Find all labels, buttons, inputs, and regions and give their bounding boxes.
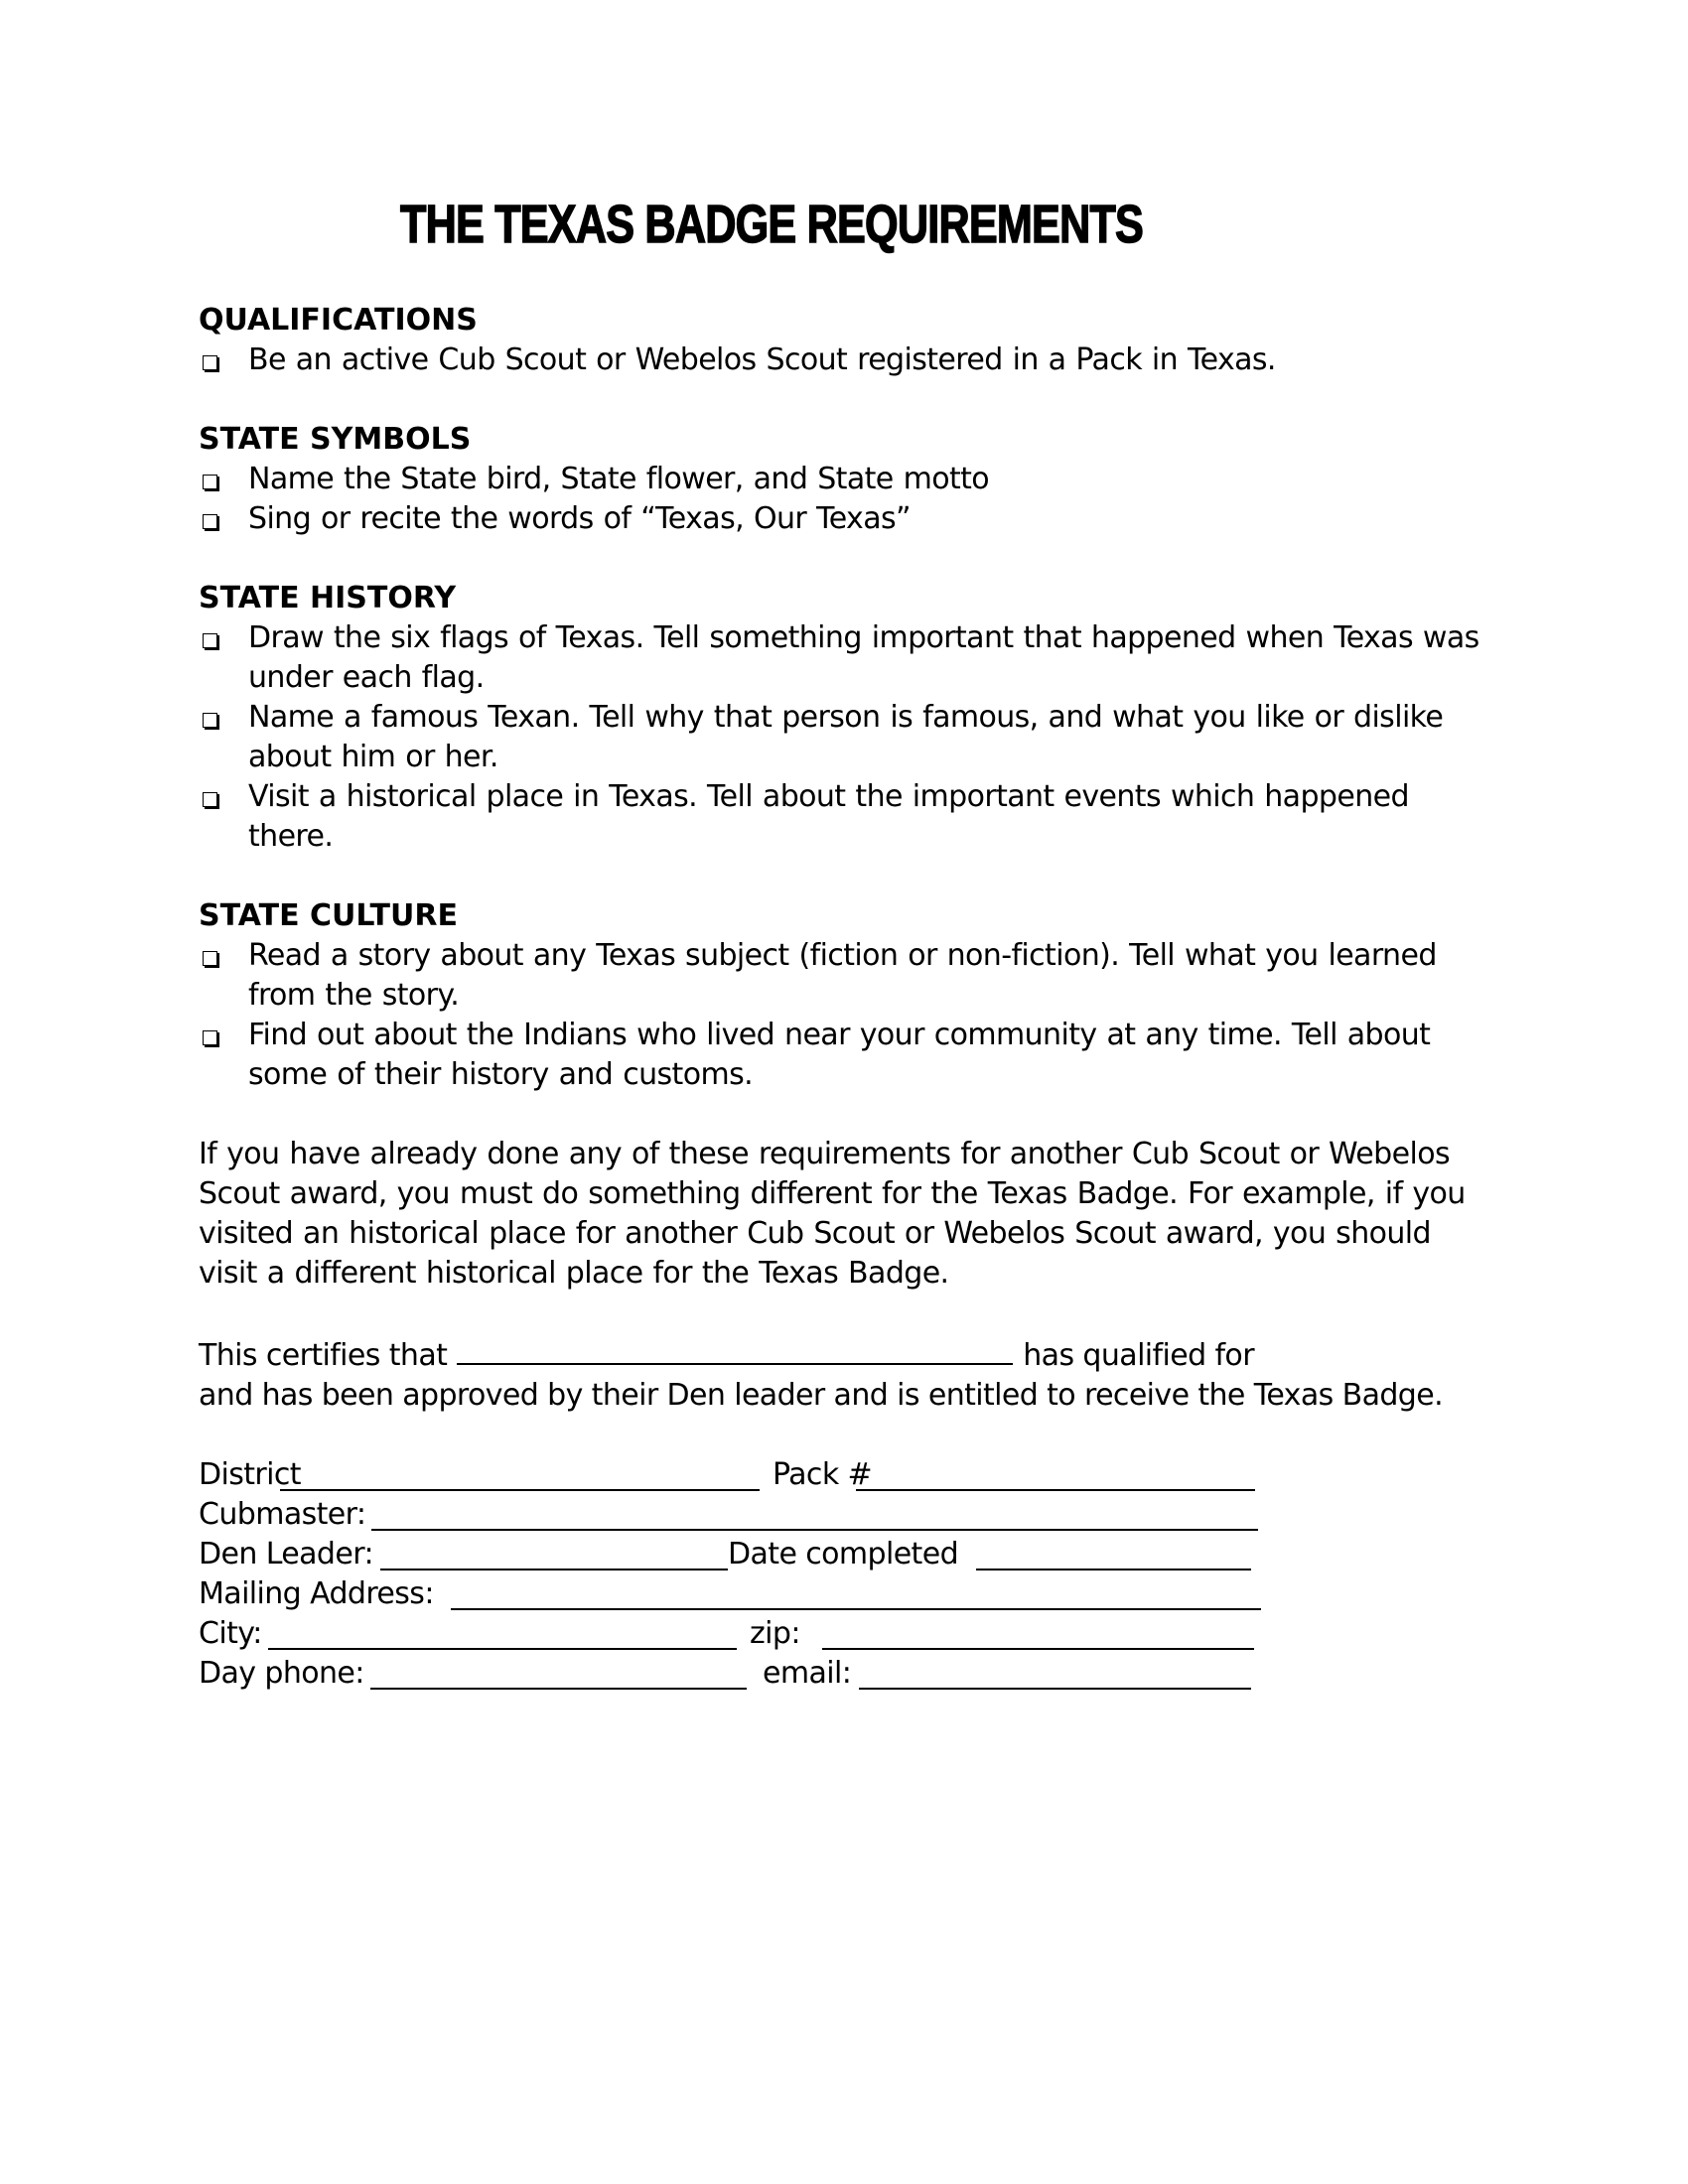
certification-statement bbox=[199, 1333, 1489, 1416]
duplicate-requirements-note: If you have already done any of these requirements for another Cub Scout or Webelos Scout award, you must do something different for the Texas Badge. For example, if you visited an historical place for another Cub Scout or Webelos Scout award, you should visit a different historical place for the Texas Badge. bbox=[199, 1137, 1466, 1291]
requirement-text: Be an active Cub Scout or Webelos Scout registered in a Pack in Texas. bbox=[248, 342, 1276, 377]
pack-label: Pack # bbox=[773, 1457, 873, 1492]
requirement-list bbox=[199, 936, 1489, 1095]
day-phone-label: Day phone: bbox=[199, 1656, 364, 1691]
section-state-symbols bbox=[199, 420, 1489, 539]
section-heading: STATE SYMBOLS bbox=[199, 422, 472, 457]
requirement-item bbox=[199, 499, 1489, 539]
requirement-list bbox=[199, 460, 1489, 539]
requirement-text: Name a famous Texan. Tell why that person is famous, and what you like or dislike about him or her. bbox=[248, 700, 1444, 774]
section-heading: QUALIFICATIONS bbox=[199, 303, 478, 338]
empty-checkbox-icon[interactable] bbox=[203, 514, 217, 529]
form-row-phone-email bbox=[199, 1654, 1489, 1694]
page-title-text: THE TEXAS BADGE REQUIREMENTS bbox=[400, 195, 1144, 254]
empty-checkbox-icon[interactable] bbox=[203, 475, 217, 489]
mailing-address-label: Mailing Address: bbox=[199, 1576, 434, 1611]
district-field[interactable] bbox=[280, 1489, 760, 1491]
certification-prefix: This certifies that bbox=[199, 1338, 448, 1373]
page-title bbox=[400, 195, 1271, 254]
zip-field[interactable] bbox=[822, 1648, 1254, 1650]
section-heading: STATE CULTURE bbox=[199, 898, 458, 933]
empty-checkbox-icon[interactable] bbox=[203, 713, 217, 728]
document-body bbox=[199, 301, 1489, 1694]
requirement-item bbox=[199, 777, 1489, 857]
requirement-item bbox=[199, 1016, 1489, 1095]
section-qualifications bbox=[199, 301, 1489, 380]
requirement-text: Sing or recite the words of “Texas, Our Texas” bbox=[248, 501, 911, 536]
requirement-item bbox=[199, 460, 1489, 499]
den-leader-field[interactable] bbox=[380, 1569, 728, 1570]
form-row-den-leader-date bbox=[199, 1535, 1489, 1574]
requirement-list bbox=[199, 341, 1489, 380]
registration-form bbox=[199, 1455, 1489, 1694]
requirement-text: Find out about the Indians who lived near your community at any time. Tell about some of their history and customs. bbox=[248, 1018, 1431, 1092]
empty-checkbox-icon[interactable] bbox=[203, 951, 217, 966]
email-field[interactable] bbox=[859, 1688, 1251, 1690]
den-leader-label: Den Leader: bbox=[199, 1537, 373, 1571]
zip-label: zip: bbox=[750, 1616, 800, 1651]
requirement-item bbox=[199, 618, 1489, 698]
certification-line bbox=[199, 1333, 1489, 1376]
requirement-text: Draw the six flags of Texas. Tell something important that happened when Texas was under each flag. bbox=[248, 620, 1479, 695]
section-state-history bbox=[199, 579, 1489, 857]
city-field[interactable] bbox=[268, 1648, 737, 1650]
date-completed-label: Date completed bbox=[728, 1537, 959, 1571]
requirement-item bbox=[199, 341, 1489, 380]
certification-line-2: and has been approved by their Den leader and is entitled to receive the Texas Badge. bbox=[199, 1378, 1444, 1413]
cubmaster-label: Cubmaster: bbox=[199, 1497, 366, 1532]
requirement-item bbox=[199, 936, 1489, 1016]
email-label: email: bbox=[763, 1656, 852, 1691]
empty-checkbox-icon[interactable] bbox=[203, 1030, 217, 1045]
requirement-text: Visit a historical place in Texas. Tell about the important events which happened there. bbox=[248, 779, 1409, 854]
scout-name-field[interactable] bbox=[457, 1333, 1013, 1365]
empty-checkbox-icon[interactable] bbox=[203, 355, 217, 370]
section-heading: STATE HISTORY bbox=[199, 581, 457, 615]
form-row-district-pack bbox=[199, 1455, 1489, 1495]
requirement-item bbox=[199, 698, 1489, 777]
day-phone-field[interactable] bbox=[370, 1688, 747, 1690]
requirement-text: Name the State bird, State flower, and State motto bbox=[248, 462, 990, 496]
section-state-culture bbox=[199, 896, 1489, 1095]
city-label: City: bbox=[199, 1616, 262, 1651]
requirement-list bbox=[199, 618, 1489, 857]
form-row-mailing-address bbox=[199, 1574, 1489, 1614]
form-row-cubmaster bbox=[199, 1495, 1489, 1535]
empty-checkbox-icon[interactable] bbox=[203, 792, 217, 807]
empty-checkbox-icon[interactable] bbox=[203, 633, 217, 648]
requirement-text: Read a story about any Texas subject (fiction or non-fiction). Tell what you learned from the story. bbox=[248, 938, 1437, 1013]
date-completed-field[interactable] bbox=[976, 1569, 1251, 1570]
form-row-city-zip bbox=[199, 1614, 1489, 1654]
certification-suffix: has qualified for bbox=[1023, 1338, 1254, 1373]
district-label: District bbox=[199, 1457, 301, 1492]
mailing-address-field[interactable] bbox=[451, 1608, 1261, 1610]
pack-number-field[interactable] bbox=[856, 1489, 1255, 1491]
cubmaster-field[interactable] bbox=[371, 1529, 1258, 1531]
